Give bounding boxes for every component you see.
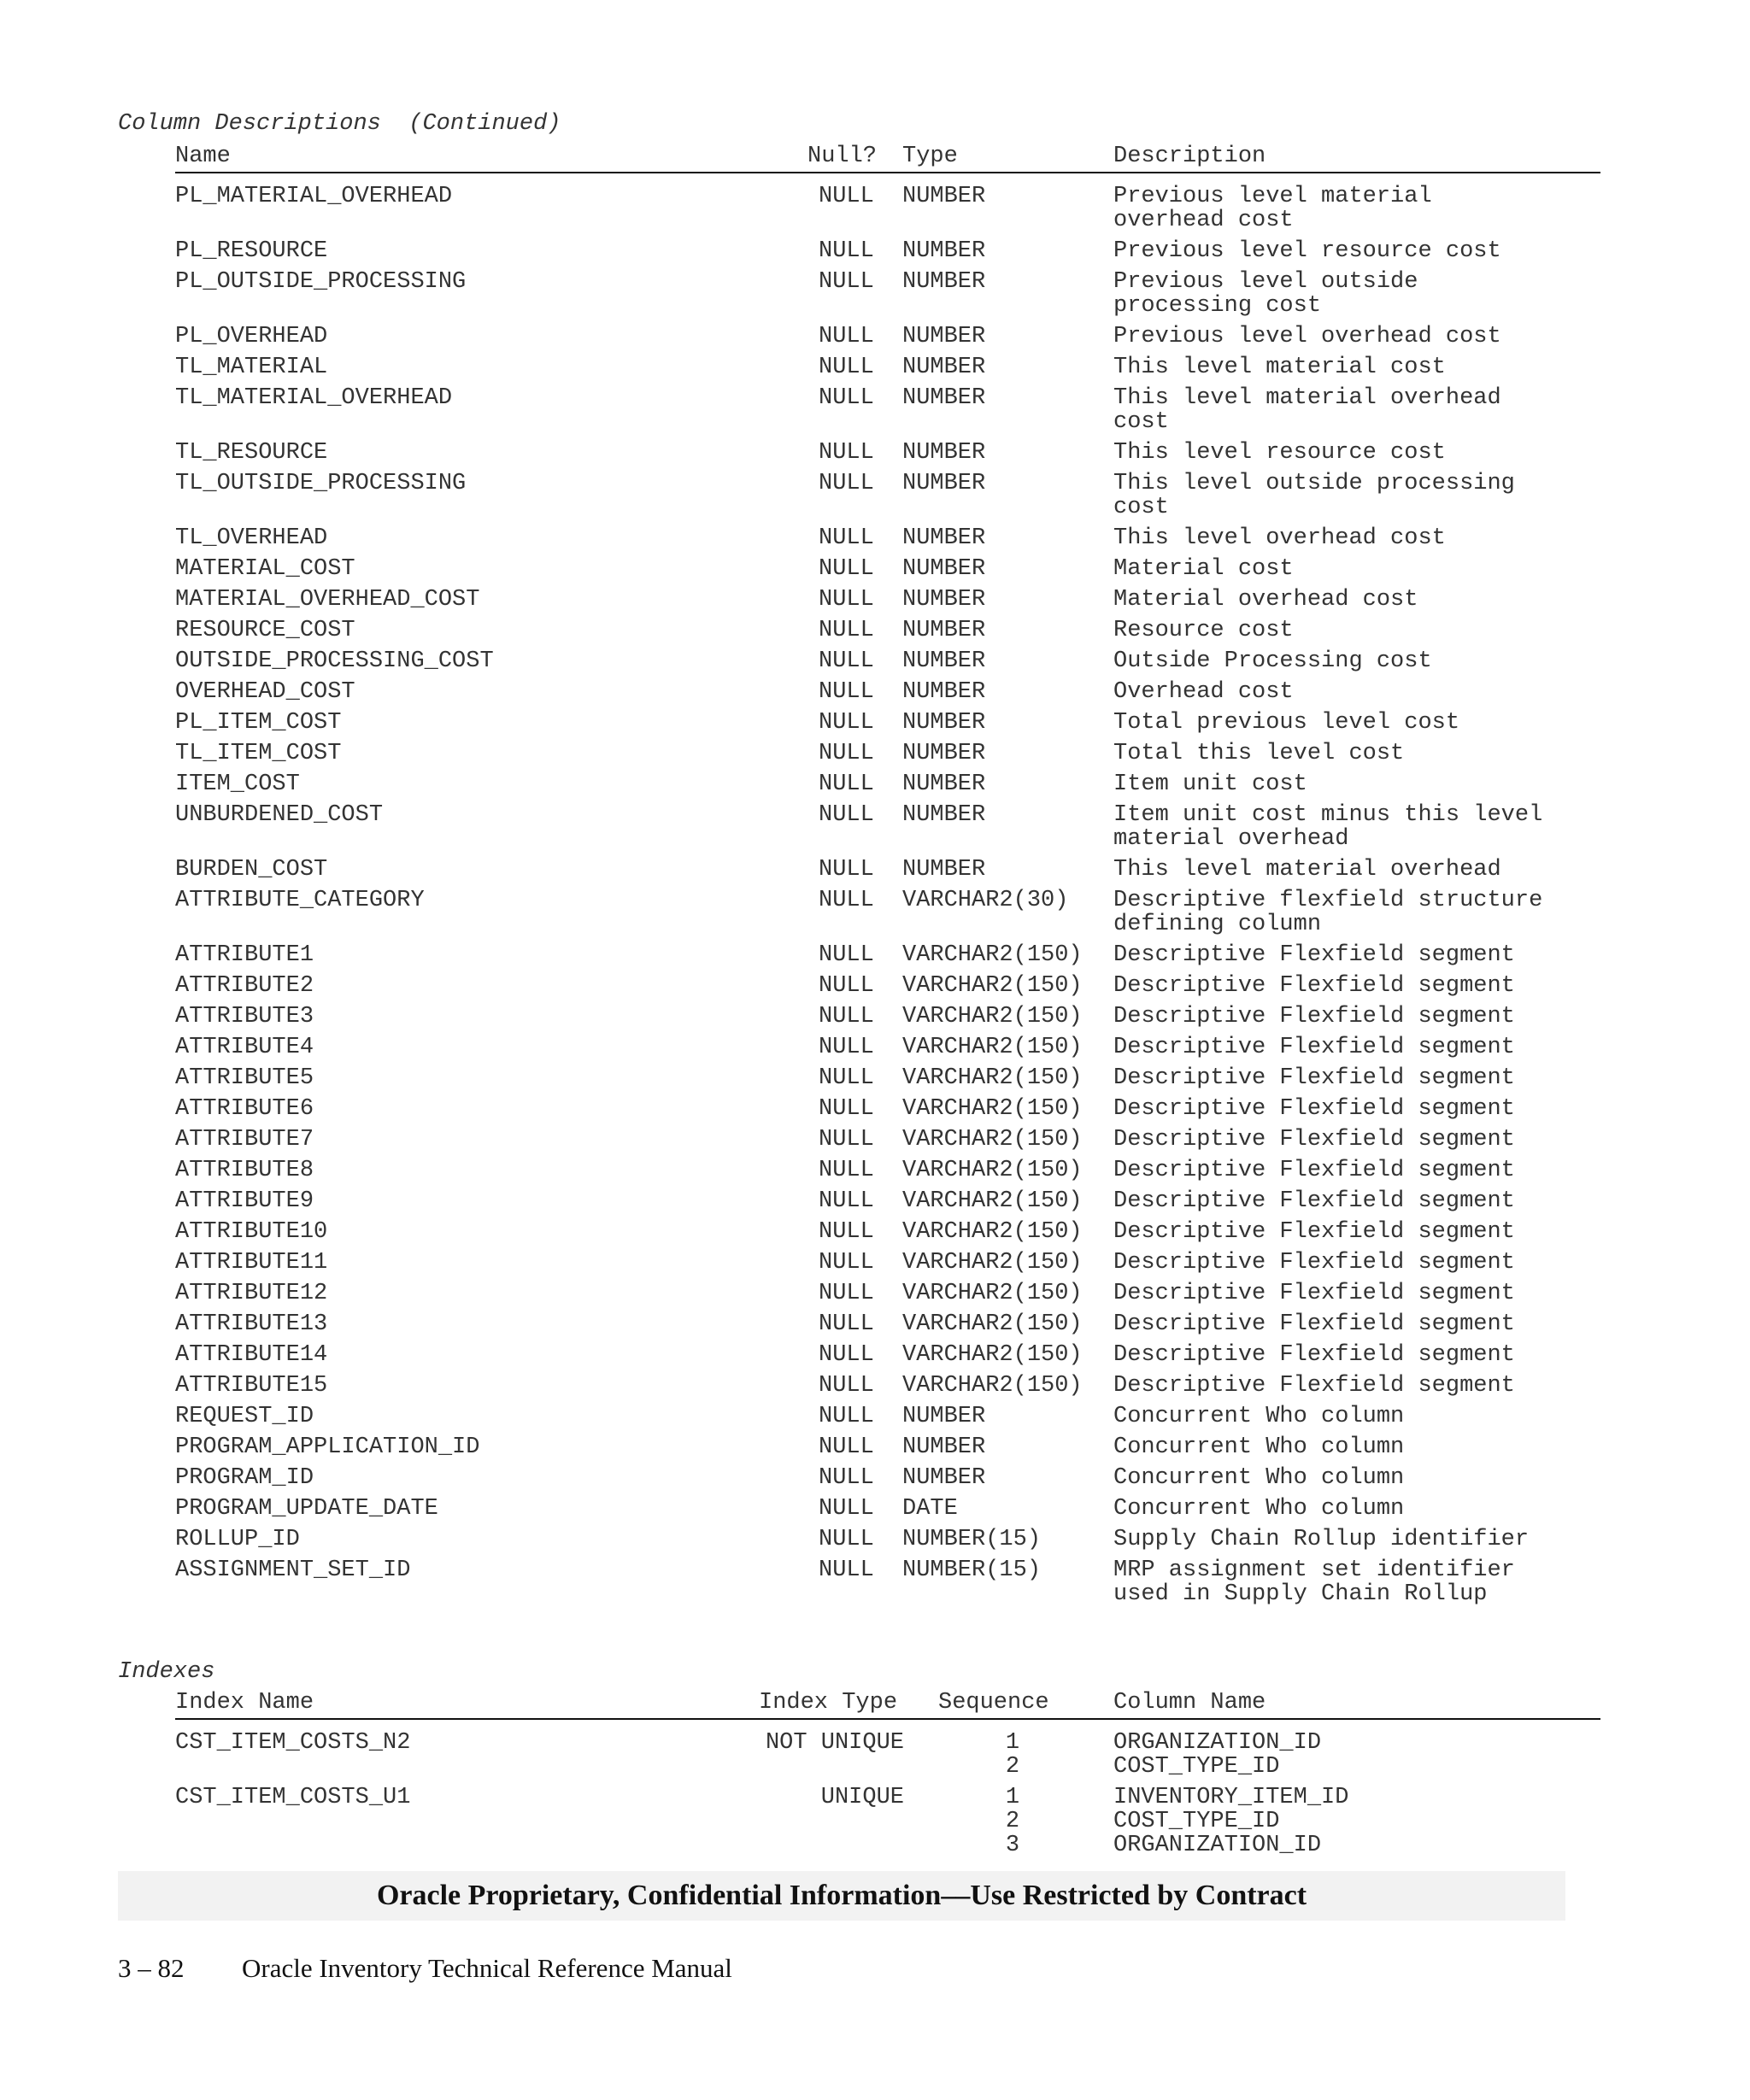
table-row [0, 386, 1750, 434]
column-name: ATTRIBUTE_CATEGORY [175, 888, 425, 913]
column-name: TL_ITEM_COST [175, 741, 342, 766]
column-name: PL_OVERHEAD [175, 324, 328, 349]
null-flag: NULL [819, 1342, 874, 1368]
data-type: NUMBER [902, 587, 986, 613]
null-flag: NULL [819, 184, 874, 209]
null-flag: NULL [819, 1465, 874, 1491]
table-row [0, 1343, 1750, 1367]
column-description: Concurrent Who column [1113, 1434, 1405, 1460]
null-flag: NULL [819, 587, 874, 613]
table-row [0, 1435, 1750, 1459]
table-row [0, 1189, 1750, 1213]
data-type: VARCHAR2(150) [902, 942, 1083, 968]
table-row [0, 889, 1750, 936]
column-description: Overhead cost [1113, 679, 1294, 705]
table-row [0, 270, 1750, 318]
null-flag: NULL [819, 440, 874, 466]
null-flag: NULL [819, 1311, 874, 1337]
null-flag: NULL [819, 1373, 874, 1399]
data-type: VARCHAR2(30) [902, 888, 1069, 913]
header-type: Type [902, 144, 958, 169]
header-name: Name [175, 144, 231, 169]
column-name: ROLLUP_ID [175, 1527, 300, 1552]
null-flag: NULL [819, 857, 874, 883]
confidential-banner [118, 1871, 1565, 1921]
data-type: VARCHAR2(150) [902, 1342, 1083, 1368]
index-type: NOT UNIQUE [765, 1730, 904, 1756]
column-description: Item unit cost minus this level material overhead [1113, 802, 1543, 852]
data-type: VARCHAR2(150) [902, 1065, 1083, 1091]
index-column-name: INVENTORY_ITEM_ID COST_TYPE_ID ORGANIZATION_ID [1113, 1785, 1349, 1858]
header-index-type: Index Type [759, 1690, 898, 1716]
column-description: Previous level resource cost [1113, 238, 1501, 264]
null-flag: NULL [819, 385, 874, 411]
null-flag: NULL [819, 1188, 874, 1214]
null-flag: NULL [819, 1127, 874, 1153]
data-type: VARCHAR2(150) [902, 1188, 1083, 1214]
column-description: Material cost [1113, 556, 1294, 582]
data-type: NUMBER [902, 679, 986, 705]
index-header-rule [175, 1718, 1600, 1720]
header-index-name: Index Name [175, 1690, 314, 1716]
column-name: ATTRIBUTE14 [175, 1342, 328, 1368]
data-type: NUMBER [902, 618, 986, 643]
column-name: TL_RESOURCE [175, 440, 328, 466]
null-flag: NULL [819, 741, 874, 766]
null-flag: NULL [819, 888, 874, 913]
null-flag: NULL [819, 471, 874, 496]
data-type: VARCHAR2(150) [902, 1035, 1083, 1060]
data-type: NUMBER [902, 1434, 986, 1460]
table-row [0, 1159, 1750, 1182]
table-row [0, 1035, 1750, 1059]
column-name: TL_MATERIAL [175, 355, 328, 380]
null-flag: NULL [819, 802, 874, 828]
data-type: VARCHAR2(150) [902, 1373, 1083, 1399]
data-type: NUMBER [902, 857, 986, 883]
null-flag: NULL [819, 973, 874, 999]
column-name: ATTRIBUTE8 [175, 1158, 314, 1183]
column-name: OUTSIDE_PROCESSING_COST [175, 648, 494, 674]
column-name: BURDEN_COST [175, 857, 328, 883]
column-table-body [0, 185, 1750, 1613]
column-description: Total this level cost [1113, 741, 1405, 766]
index-column-name: ORGANIZATION_ID COST_TYPE_ID [1113, 1730, 1322, 1780]
data-type: VARCHAR2(150) [902, 1219, 1083, 1245]
data-type: DATE [902, 1496, 958, 1522]
null-flag: NULL [819, 1158, 874, 1183]
null-flag: NULL [819, 1496, 874, 1522]
column-name: ATTRIBUTE15 [175, 1373, 328, 1399]
data-type: NUMBER [902, 771, 986, 797]
header-column-name: Column Name [1113, 1690, 1266, 1716]
table-row [0, 772, 1750, 796]
table-row [0, 680, 1750, 704]
table-row [0, 1220, 1750, 1244]
column-description: Concurrent Who column [1113, 1496, 1405, 1522]
index-type: UNIQUE [820, 1785, 904, 1810]
index-sequence: 1 2 [1005, 1730, 1020, 1780]
column-description: Descriptive Flexfield segment [1113, 1281, 1515, 1306]
null-flag: NULL [819, 1219, 874, 1245]
column-descriptions-title: Column Descriptions (Continued) [118, 111, 561, 137]
table-row [0, 1374, 1750, 1398]
column-description: This level overhead cost [1113, 525, 1446, 551]
table-row [0, 185, 1750, 232]
index-name: CST_ITEM_COSTS_N2 [175, 1730, 411, 1756]
column-description: Descriptive flexfield structure defining column [1113, 888, 1543, 937]
column-description: Item unit cost [1113, 771, 1307, 797]
null-flag: NULL [819, 942, 874, 968]
data-type: NUMBER [902, 802, 986, 828]
null-flag: NULL [819, 238, 874, 264]
header-description: Description [1113, 144, 1266, 169]
column-name: PL_OUTSIDE_PROCESSING [175, 269, 467, 295]
column-description: Descriptive Flexfield segment [1113, 1188, 1515, 1214]
data-type: NUMBER [902, 269, 986, 295]
index-row [0, 1786, 1750, 1857]
table-row [0, 557, 1750, 581]
table-row [0, 1558, 1750, 1606]
data-type: NUMBER [902, 710, 986, 736]
null-flag: NULL [819, 556, 874, 582]
column-description: Descriptive Flexfield segment [1113, 1127, 1515, 1153]
data-type: NUMBER [902, 385, 986, 411]
column-name: MATERIAL_OVERHEAD_COST [175, 587, 480, 613]
table-row [0, 1097, 1750, 1121]
column-name: PROGRAM_UPDATE_DATE [175, 1496, 438, 1522]
null-flag: NULL [819, 1065, 874, 1091]
column-name: PL_MATERIAL_OVERHEAD [175, 184, 453, 209]
table-row [0, 1282, 1750, 1305]
column-description: This level resource cost [1113, 440, 1446, 466]
column-description: Outside Processing cost [1113, 648, 1432, 674]
column-description: Concurrent Who column [1113, 1404, 1405, 1429]
null-flag: NULL [819, 1281, 874, 1306]
null-flag: NULL [819, 1096, 874, 1122]
null-flag: NULL [819, 324, 874, 349]
table-row [0, 858, 1750, 882]
header-sequence: Sequence [938, 1690, 1049, 1716]
header-null: Null? [807, 144, 878, 169]
table-row [0, 1251, 1750, 1275]
table-row [0, 1405, 1750, 1428]
column-description: This level material overhead cost [1113, 385, 1501, 435]
table-row [0, 1497, 1750, 1521]
null-flag: NULL [819, 1035, 874, 1060]
null-flag: NULL [819, 771, 874, 797]
table-row [0, 943, 1750, 967]
column-description: Concurrent Who column [1113, 1465, 1405, 1491]
column-name: ATTRIBUTE11 [175, 1250, 328, 1276]
null-flag: NULL [819, 525, 874, 551]
table-row [0, 588, 1750, 612]
column-name: UNBURDENED_COST [175, 802, 384, 828]
column-name: ATTRIBUTE7 [175, 1127, 314, 1153]
column-name: PL_RESOURCE [175, 238, 328, 264]
table-row [0, 974, 1750, 998]
data-type: VARCHAR2(150) [902, 1158, 1083, 1183]
column-description: Descriptive Flexfield segment [1113, 1158, 1515, 1183]
column-name: ATTRIBUTE10 [175, 1219, 328, 1245]
null-flag: NULL [819, 1004, 874, 1029]
column-name: OVERHEAD_COST [175, 679, 355, 705]
table-row [0, 325, 1750, 349]
column-name: ATTRIBUTE12 [175, 1281, 328, 1306]
data-type: NUMBER(15) [902, 1557, 1042, 1583]
data-type: NUMBER [902, 556, 986, 582]
null-flag: NULL [819, 1557, 874, 1583]
column-name: ATTRIBUTE6 [175, 1096, 314, 1122]
index-table-body [0, 1731, 1750, 1864]
table-row [0, 742, 1750, 766]
column-description: Descriptive Flexfield segment [1113, 973, 1515, 999]
table-row [0, 1066, 1750, 1090]
column-name: ATTRIBUTE2 [175, 973, 314, 999]
column-name: RESOURCE_COST [175, 618, 355, 643]
table-row [0, 239, 1750, 263]
page-footer [0, 1953, 1750, 1987]
table-row [0, 441, 1750, 465]
data-type: NUMBER [902, 648, 986, 674]
table-row [0, 526, 1750, 550]
column-name: ATTRIBUTE1 [175, 942, 314, 968]
data-type: VARCHAR2(150) [902, 1096, 1083, 1122]
column-table-header [0, 144, 1750, 174]
column-name: TL_MATERIAL_OVERHEAD [175, 385, 453, 411]
data-type: VARCHAR2(150) [902, 1127, 1083, 1153]
data-type: NUMBER [902, 741, 986, 766]
manual-title: Oracle Inventory Technical Reference Manual [242, 1953, 732, 1983]
column-description: Descriptive Flexfield segment [1113, 1250, 1515, 1276]
table-row [0, 1528, 1750, 1552]
null-flag: NULL [819, 269, 874, 295]
column-description: Previous level overhead cost [1113, 324, 1501, 349]
null-flag: NULL [819, 1527, 874, 1552]
table-row [0, 472, 1750, 519]
data-type: NUMBER [902, 525, 986, 551]
column-name: ATTRIBUTE13 [175, 1311, 328, 1337]
index-table-header [0, 1690, 1750, 1721]
data-type: NUMBER [902, 238, 986, 264]
table-row [0, 619, 1750, 642]
column-description: Descriptive Flexfield segment [1113, 1373, 1515, 1399]
data-type: NUMBER [902, 1404, 986, 1429]
column-description: Total previous level cost [1113, 710, 1460, 736]
column-name: ATTRIBUTE4 [175, 1035, 314, 1060]
column-description: Descriptive Flexfield segment [1113, 1219, 1515, 1245]
table-row [0, 1312, 1750, 1336]
null-flag: NULL [819, 679, 874, 705]
column-description: This level outside processing cost [1113, 471, 1515, 520]
data-type: VARCHAR2(150) [902, 973, 1083, 999]
indexes-title: Indexes [118, 1659, 215, 1685]
table-row [0, 1005, 1750, 1029]
index-row [0, 1731, 1750, 1779]
table-row [0, 1466, 1750, 1490]
data-type: NUMBER [902, 324, 986, 349]
data-type: VARCHAR2(150) [902, 1311, 1083, 1337]
column-name: ITEM_COST [175, 771, 300, 797]
column-name: TL_OUTSIDE_PROCESSING [175, 471, 467, 496]
page-number: 3 – 82 [118, 1953, 185, 1983]
data-type: NUMBER [902, 1465, 986, 1491]
index-sequence: 1 2 3 [1005, 1785, 1020, 1858]
column-name: PROGRAM_ID [175, 1465, 314, 1491]
column-name: ATTRIBUTE3 [175, 1004, 314, 1029]
column-description: Previous level material overhead cost [1113, 184, 1432, 233]
null-flag: NULL [819, 1434, 874, 1460]
column-name: MATERIAL_COST [175, 556, 355, 582]
data-type: NUMBER [902, 471, 986, 496]
null-flag: NULL [819, 1404, 874, 1429]
column-name: PROGRAM_APPLICATION_ID [175, 1434, 480, 1460]
table-row [0, 355, 1750, 379]
column-name: REQUEST_ID [175, 1404, 314, 1429]
null-flag: NULL [819, 710, 874, 736]
data-type: VARCHAR2(150) [902, 1250, 1083, 1276]
data-type: NUMBER [902, 440, 986, 466]
column-description: Descriptive Flexfield segment [1113, 1342, 1515, 1368]
column-description: Descriptive Flexfield segment [1113, 1035, 1515, 1060]
data-type: VARCHAR2(150) [902, 1004, 1083, 1029]
column-description: Previous level outside processing cost [1113, 269, 1418, 319]
column-description: Descriptive Flexfield segment [1113, 942, 1515, 968]
column-description: Descriptive Flexfield segment [1113, 1096, 1515, 1122]
null-flag: NULL [819, 648, 874, 674]
data-type: NUMBER(15) [902, 1527, 1042, 1552]
column-name: ASSIGNMENT_SET_ID [175, 1557, 411, 1583]
null-flag: NULL [819, 355, 874, 380]
column-name: ATTRIBUTE9 [175, 1188, 314, 1214]
column-description: Supply Chain Rollup identifier [1113, 1527, 1530, 1552]
column-description: MRP assignment set identifier used in Supply Chain Rollup [1113, 1557, 1515, 1607]
data-type: NUMBER [902, 355, 986, 380]
banner-text: Oracle Proprietary, Confidential Information––Use Restricted by Contract [376, 1880, 1307, 1911]
data-type: VARCHAR2(150) [902, 1281, 1083, 1306]
data-type: NUMBER [902, 184, 986, 209]
column-description: This level material cost [1113, 355, 1446, 380]
column-description: Descriptive Flexfield segment [1113, 1065, 1515, 1091]
column-description: Material overhead cost [1113, 587, 1418, 613]
index-name: CST_ITEM_COSTS_U1 [175, 1785, 411, 1810]
null-flag: NULL [819, 1250, 874, 1276]
table-row [0, 649, 1750, 673]
column-description: Descriptive Flexfield segment [1113, 1004, 1515, 1029]
column-name: TL_OVERHEAD [175, 525, 328, 551]
column-header-rule [175, 172, 1600, 173]
table-row [0, 711, 1750, 735]
table-row [0, 1128, 1750, 1152]
column-name: PL_ITEM_COST [175, 710, 342, 736]
null-flag: NULL [819, 618, 874, 643]
column-description: Resource cost [1113, 618, 1294, 643]
column-description: This level material overhead [1113, 857, 1501, 883]
column-description: Descriptive Flexfield segment [1113, 1311, 1515, 1337]
column-name: ATTRIBUTE5 [175, 1065, 314, 1091]
table-row [0, 803, 1750, 851]
